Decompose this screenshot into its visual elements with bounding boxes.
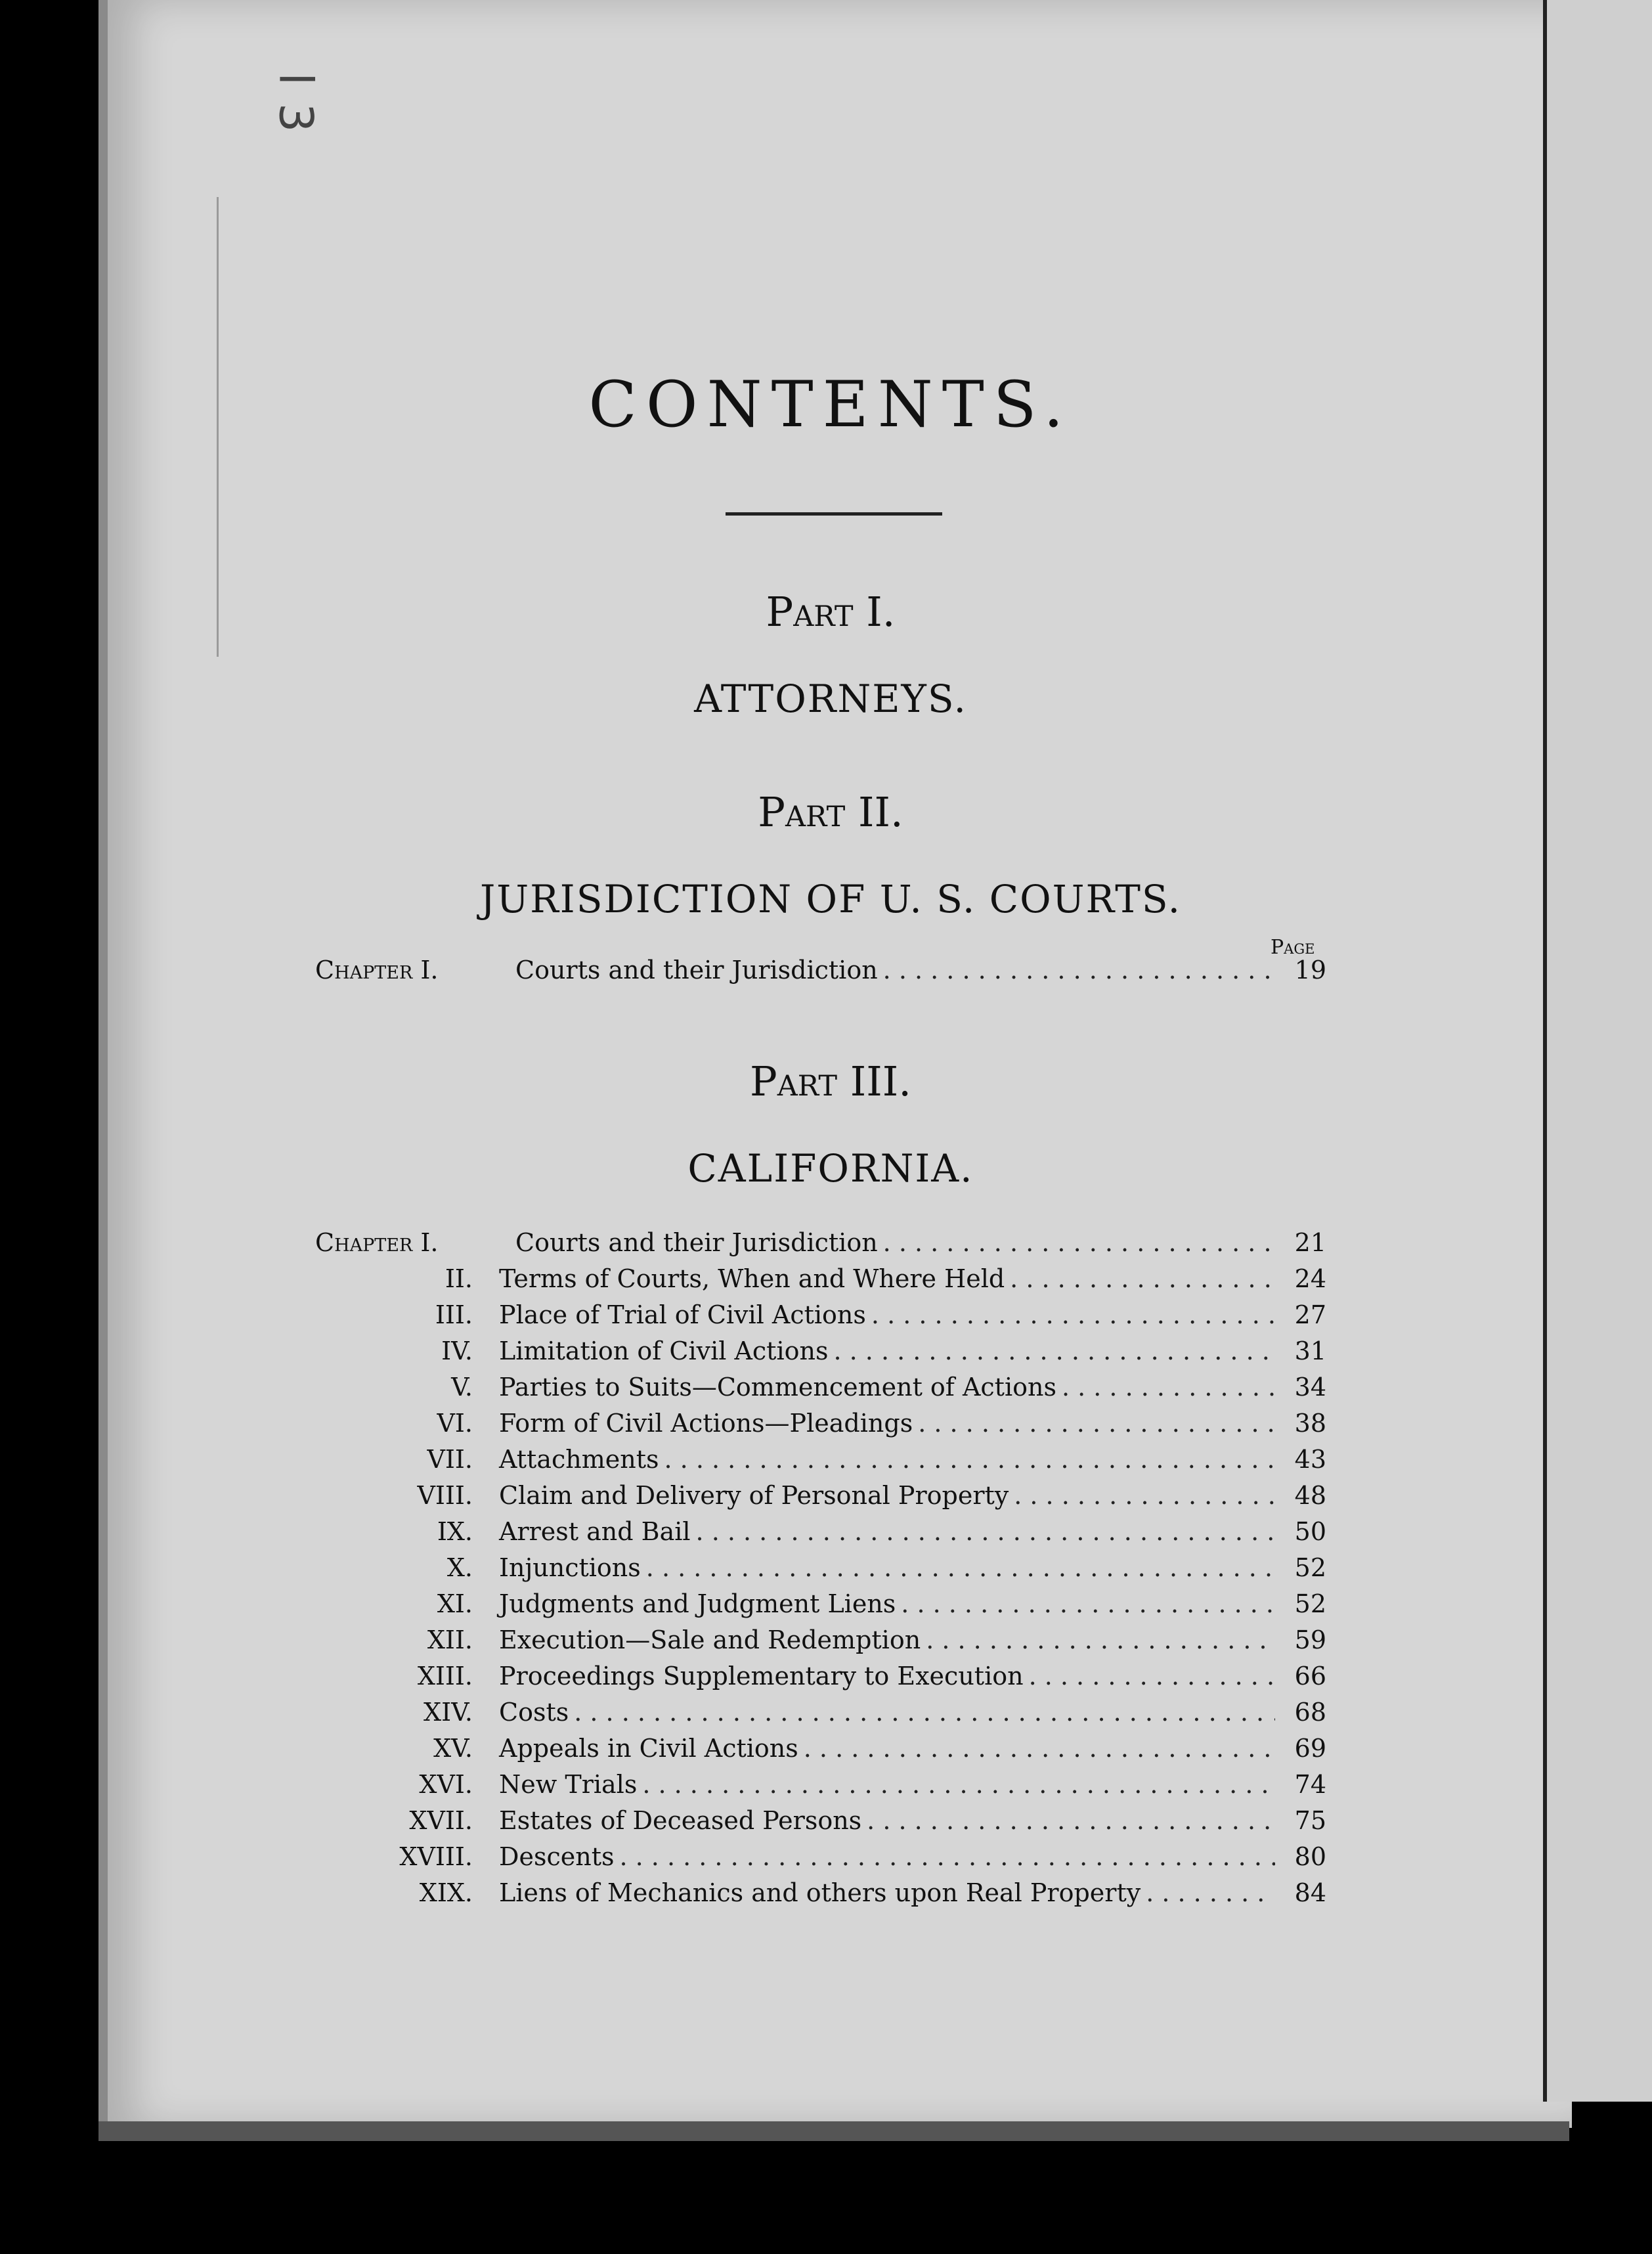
- toc-row[interactable]: [315, 1481, 1326, 1515]
- chapter-number: XII.: [427, 1625, 473, 1654]
- chapter-title: Terms of Courts, When and Where Held: [499, 1264, 1005, 1293]
- chapter-title: Limitation of Civil Actions: [499, 1337, 829, 1365]
- contents-title: CONTENTS.: [588, 368, 1073, 441]
- dot-leader: [619, 1842, 1275, 1871]
- dot-leader: [1062, 1373, 1275, 1402]
- dot-leader: [918, 1409, 1275, 1438]
- toc-row[interactable]: [315, 1842, 1326, 1876]
- chapter-title: Attachments: [499, 1445, 659, 1474]
- toc-row[interactable]: [315, 1589, 1326, 1624]
- chapter-page: 21: [1294, 1228, 1326, 1257]
- chapter-number: X.: [446, 1553, 473, 1582]
- chapter-title: Execution—Sale and Redemption: [499, 1625, 921, 1654]
- dot-leader: [883, 1228, 1275, 1257]
- toc-row[interactable]: [315, 956, 1326, 990]
- dot-leader: [696, 1517, 1275, 1546]
- dot-leader: [1014, 1481, 1275, 1510]
- part-3-heading: CALIFORNIA.: [687, 1146, 974, 1191]
- chapter-page: 43: [1294, 1445, 1326, 1474]
- toc-row[interactable]: [315, 1337, 1326, 1371]
- chapter-number: Chapter I.: [315, 1228, 439, 1257]
- page-bottom-edge: [98, 2121, 1569, 2141]
- dot-leader: [804, 1734, 1275, 1763]
- chapter-number: XIV.: [424, 1698, 473, 1727]
- chapter-title: Costs: [499, 1698, 569, 1727]
- chapter-number: XVI.: [419, 1770, 473, 1799]
- toc-row[interactable]: [315, 1770, 1326, 1804]
- chapter-number: XI.: [437, 1589, 473, 1618]
- chapter-page: 84: [1294, 1878, 1326, 1907]
- chapter-title: Courts and their Jurisdiction: [515, 956, 878, 984]
- dot-leader: [867, 1806, 1275, 1835]
- dot-leader: [1010, 1264, 1275, 1293]
- part-3-label: Part III.: [750, 1057, 911, 1105]
- chapter-number: VII.: [427, 1445, 473, 1474]
- page-column-label: Page: [1271, 936, 1315, 959]
- toc-row[interactable]: [315, 1734, 1326, 1768]
- chapter-title: Appeals in Civil Actions: [499, 1734, 798, 1763]
- chapter-title: Place of Trial of Civil Actions: [499, 1300, 866, 1329]
- chapter-number: III.: [435, 1300, 473, 1329]
- chapter-page: 59: [1294, 1625, 1326, 1654]
- chapter-number: VIII.: [417, 1481, 473, 1510]
- toc-row[interactable]: [315, 1698, 1326, 1732]
- toc-row[interactable]: [315, 1517, 1326, 1551]
- chapter-number: XVIII.: [399, 1842, 473, 1871]
- chapter-number: XIX.: [419, 1878, 473, 1907]
- dot-leader: [1029, 1662, 1275, 1691]
- chapter-title: Injunctions: [499, 1553, 641, 1582]
- toc-row[interactable]: [315, 1228, 1326, 1262]
- toc-row[interactable]: [315, 1300, 1326, 1335]
- title-rule: [726, 512, 942, 516]
- chapter-page: 27: [1294, 1300, 1326, 1329]
- chapter-title: Courts and their Jurisdiction: [515, 1228, 878, 1257]
- chapter-number: VI.: [437, 1409, 473, 1438]
- chapter-page: 74: [1294, 1770, 1326, 1799]
- chapter-title: New Trials: [499, 1770, 638, 1799]
- pencil-margin-note: l 3: [269, 72, 323, 139]
- chapter-page: 75: [1294, 1806, 1326, 1835]
- chapter-number: Chapter I.: [315, 956, 439, 984]
- facing-page-edge: [1543, 0, 1652, 2102]
- chapter-page: 80: [1294, 1842, 1326, 1871]
- chapter-title: Proceedings Supplementary to Execution: [499, 1662, 1024, 1691]
- chapter-number: IV.: [441, 1337, 473, 1365]
- part-1-label: Part I.: [766, 588, 896, 636]
- dot-leader: [926, 1625, 1275, 1654]
- chapter-title: Form of Civil Actions—Pleadings: [499, 1409, 913, 1438]
- toc-row[interactable]: [315, 1373, 1326, 1407]
- toc-row[interactable]: [315, 1264, 1326, 1298]
- part-2-heading: JURISDICTION OF U. S. COURTS.: [479, 877, 1181, 921]
- toc-row[interactable]: [315, 1806, 1326, 1840]
- chapter-number: II.: [445, 1264, 473, 1293]
- chapter-page: 66: [1294, 1662, 1326, 1691]
- dot-leader: [901, 1589, 1275, 1618]
- chapter-page: 48: [1294, 1481, 1326, 1510]
- chapter-title: Arrest and Bail: [499, 1517, 691, 1546]
- chapter-number: V.: [451, 1373, 473, 1402]
- toc-row[interactable]: [315, 1445, 1326, 1479]
- chapter-number: XIII.: [417, 1662, 473, 1691]
- toc-row[interactable]: [315, 1625, 1326, 1660]
- chapter-page: 24: [1294, 1264, 1326, 1293]
- chapter-page: 68: [1294, 1698, 1326, 1727]
- part-1-heading: ATTORNEYS.: [694, 676, 967, 721]
- chapter-number: XV.: [433, 1734, 473, 1763]
- chapter-title: Descents: [499, 1842, 615, 1871]
- dot-leader: [642, 1770, 1275, 1799]
- toc-row[interactable]: [315, 1662, 1326, 1696]
- chapter-page: 34: [1294, 1373, 1326, 1402]
- chapter-page: 38: [1294, 1409, 1326, 1438]
- toc-row[interactable]: [315, 1878, 1326, 1912]
- dot-leader: [833, 1337, 1275, 1365]
- chapter-title: Estates of Deceased Persons: [499, 1806, 862, 1835]
- chapter-number: XVII.: [409, 1806, 473, 1835]
- chapter-title: Claim and Delivery of Personal Property: [499, 1481, 1009, 1510]
- chapter-page: 69: [1294, 1734, 1326, 1763]
- dot-leader: [883, 956, 1275, 984]
- dot-leader: [664, 1445, 1276, 1474]
- dot-leader: [871, 1300, 1275, 1329]
- toc-row[interactable]: [315, 1409, 1326, 1443]
- dot-leader: [574, 1698, 1275, 1727]
- toc-row[interactable]: [315, 1553, 1326, 1587]
- chapter-page: 52: [1294, 1589, 1326, 1618]
- chapter-page: 50: [1294, 1517, 1326, 1546]
- dot-leader: [646, 1553, 1275, 1582]
- chapter-number: IX.: [437, 1517, 473, 1546]
- chapter-title: Judgments and Judgment Liens: [499, 1589, 896, 1618]
- chapter-page: 19: [1294, 956, 1326, 984]
- part-2-label: Part II.: [758, 788, 903, 836]
- dot-leader: [1146, 1878, 1275, 1907]
- chapter-page: 31: [1294, 1337, 1326, 1365]
- chapter-title: Parties to Suits—Commencement of Actions: [499, 1373, 1056, 1402]
- chapter-page: 52: [1294, 1553, 1326, 1582]
- chapter-title: Liens of Mechanics and others upon Real Property: [499, 1878, 1141, 1907]
